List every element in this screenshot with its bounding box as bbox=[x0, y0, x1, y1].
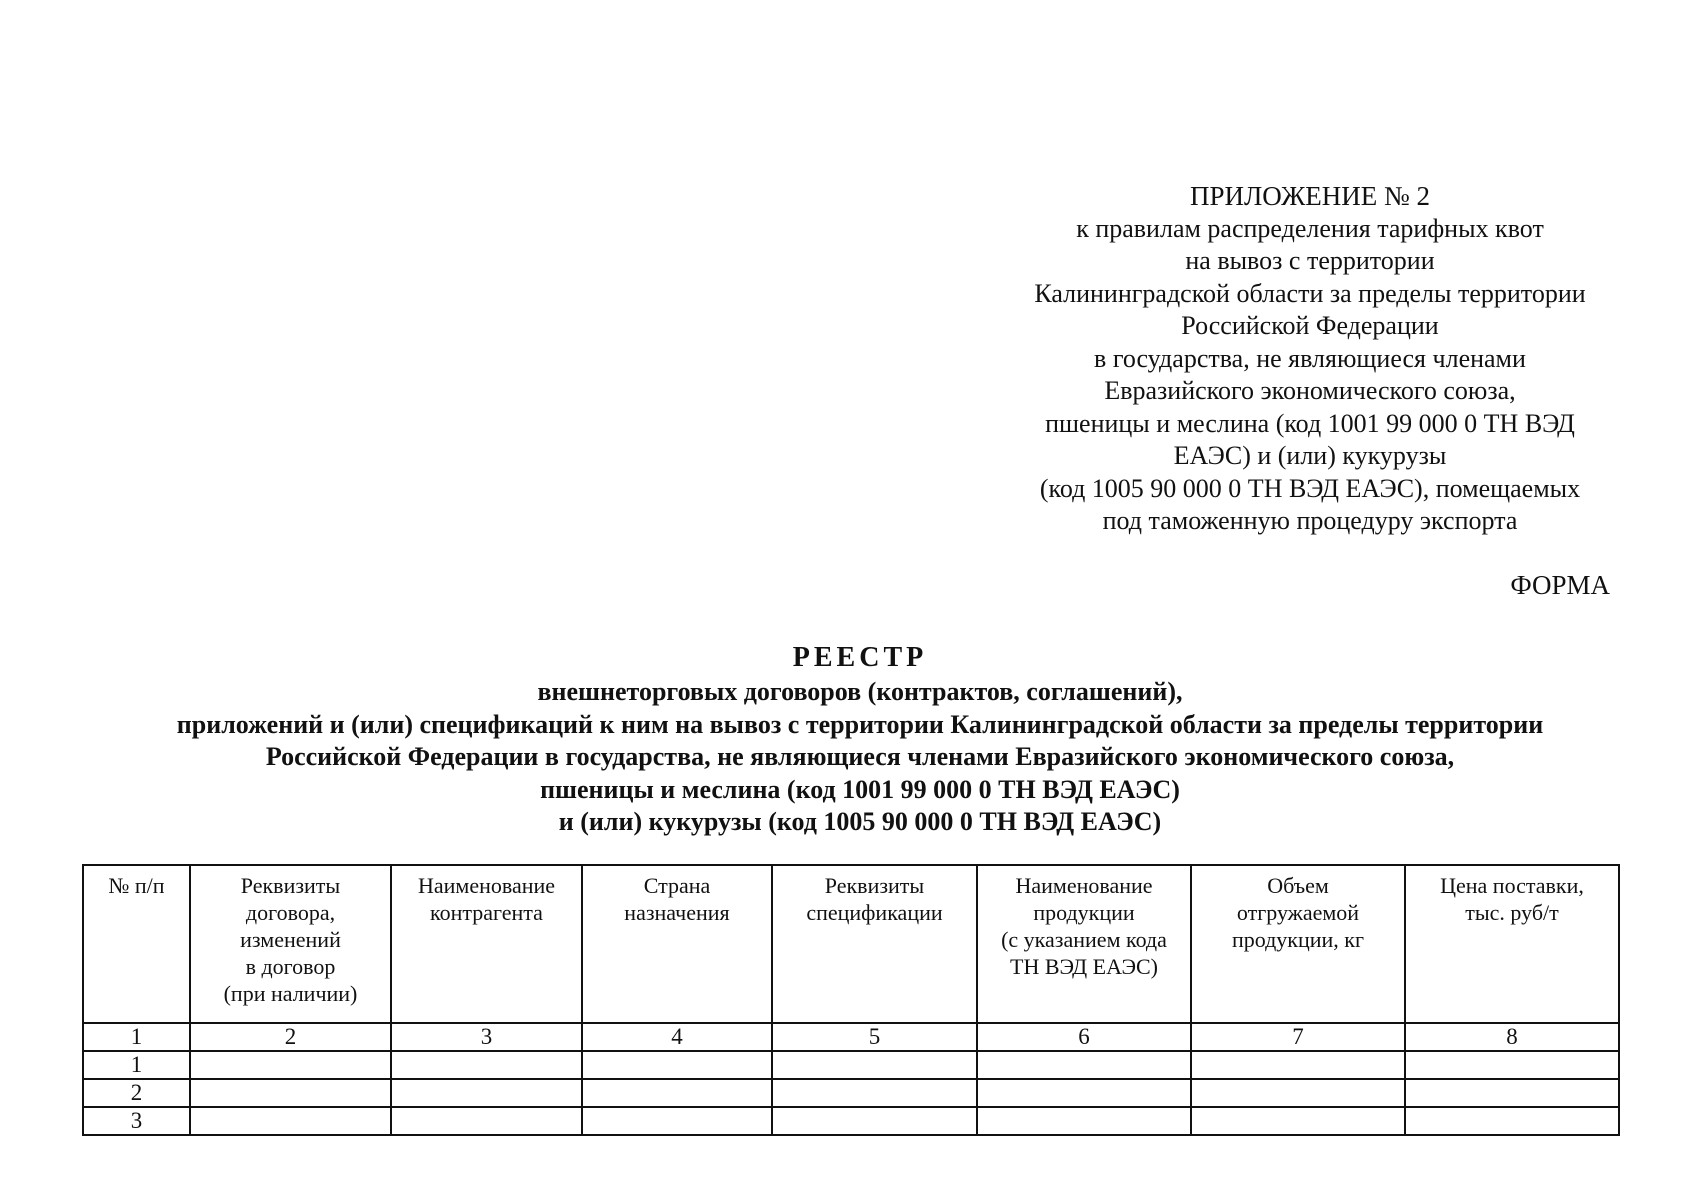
register-title: РЕЕСТР bbox=[792, 642, 928, 673]
column-header-contract bbox=[190, 865, 391, 1023]
table-cell[interactable] bbox=[1191, 1107, 1405, 1135]
table-cell[interactable] bbox=[1405, 1079, 1619, 1107]
register-subtitle-line: и (или) кукурузы (код 1005 90 000 0 ТН ВЭД ЕАЭС) bbox=[558, 807, 1162, 836]
row-number: 3 bbox=[83, 1107, 190, 1135]
header-text: отгружаемой bbox=[1236, 900, 1360, 925]
column-header-volume bbox=[1191, 865, 1405, 1023]
header-text: (при наличии) bbox=[223, 981, 358, 1006]
register-subtitle-line: приложений и (или) спецификаций к ним на вывоз с территории Калининградской области за пределы территории bbox=[176, 709, 1544, 739]
column-header-counterparty bbox=[391, 865, 582, 1023]
row-number: 1 bbox=[83, 1051, 190, 1079]
appendix-line: под таможенную процедуру экспорта bbox=[1102, 506, 1518, 535]
appendix-title: ПРИЛОЖЕНИЕ № 2 bbox=[1189, 181, 1431, 211]
table-cell[interactable] bbox=[190, 1079, 391, 1107]
header-text: в договор bbox=[245, 954, 336, 979]
column-header-product bbox=[977, 865, 1191, 1023]
header-text: контрагента bbox=[430, 900, 543, 925]
header-text: Реквизиты bbox=[240, 873, 341, 898]
table-cell[interactable] bbox=[1405, 1051, 1619, 1079]
form-label: ФОРМА bbox=[1510, 570, 1610, 600]
column-number: 5 bbox=[772, 1023, 977, 1051]
column-header-country bbox=[582, 865, 772, 1023]
column-number: 7 bbox=[1191, 1023, 1405, 1051]
row-number: 2 bbox=[83, 1079, 190, 1107]
table-cell[interactable] bbox=[582, 1107, 772, 1135]
appendix-line: в государства, не являющиеся членами bbox=[1094, 343, 1526, 373]
header-text: договора, bbox=[245, 900, 336, 925]
table-cell[interactable] bbox=[582, 1079, 772, 1107]
register-subtitle-line: внешнеторговых договоров (контрактов, соглашений), bbox=[537, 677, 1183, 706]
header-text: спецификации bbox=[806, 900, 943, 925]
appendix-line: Евразийского экономического союза, bbox=[1104, 376, 1516, 405]
table-cell[interactable] bbox=[391, 1051, 582, 1079]
table-header-row bbox=[83, 865, 1619, 1023]
table-cell[interactable] bbox=[582, 1051, 772, 1079]
table-cell[interactable] bbox=[190, 1107, 391, 1135]
table-cell[interactable] bbox=[391, 1107, 582, 1135]
header-text: Наименование bbox=[417, 873, 556, 898]
column-number: 2 bbox=[190, 1023, 391, 1051]
column-number: 8 bbox=[1405, 1023, 1619, 1051]
table-cell[interactable] bbox=[772, 1107, 977, 1135]
column-number-row bbox=[83, 1023, 1619, 1051]
header-text: (с указанием кода bbox=[1001, 927, 1167, 952]
register-subtitle-line: Российской Федерации в государства, не являющиеся членами Евразийского экономического союза, bbox=[265, 742, 1455, 771]
appendix-line: (код 1005 90 000 0 ТН ВЭД ЕАЭС), помещаемых bbox=[1039, 473, 1581, 503]
table-cell[interactable] bbox=[190, 1051, 391, 1079]
appendix-line: на вывоз с территории bbox=[1185, 246, 1435, 275]
registry-table bbox=[82, 864, 1620, 1136]
table-cell[interactable] bbox=[1191, 1079, 1405, 1107]
header-text: Наименование bbox=[1015, 873, 1153, 898]
appendix-line: пшеницы и меслина (код 1001 99 000 0 ТН ВЭД bbox=[1045, 408, 1575, 438]
table-row bbox=[83, 1079, 1619, 1107]
appendix-line: Калининградской области за пределы территории bbox=[1034, 278, 1586, 308]
column-header-specification bbox=[772, 865, 977, 1023]
column-number: 6 bbox=[977, 1023, 1191, 1051]
table-cell[interactable] bbox=[772, 1051, 977, 1079]
appendix-line: к правилам распределения тарифных квот bbox=[1076, 213, 1544, 243]
table-row bbox=[83, 1107, 1619, 1135]
table-cell[interactable] bbox=[1191, 1051, 1405, 1079]
table-cell[interactable] bbox=[1405, 1107, 1619, 1135]
header-text: изменений bbox=[240, 927, 341, 952]
header-text: Цена поставки, bbox=[1440, 873, 1584, 898]
appendix-line: Российской Федерации bbox=[1181, 311, 1439, 340]
column-number: 1 bbox=[83, 1023, 190, 1051]
register-heading bbox=[40, 640, 1680, 839]
column-number: 3 bbox=[391, 1023, 582, 1051]
header-text: тыс. руб/т bbox=[1465, 900, 1559, 925]
table-cell[interactable] bbox=[391, 1079, 582, 1107]
column-header-number bbox=[83, 865, 190, 1023]
table-cell[interactable] bbox=[977, 1107, 1191, 1135]
table-cell[interactable] bbox=[772, 1079, 977, 1107]
column-number: 4 bbox=[582, 1023, 772, 1051]
appendix-block bbox=[990, 180, 1630, 538]
header-text: продукции bbox=[1033, 900, 1135, 925]
table-cell[interactable] bbox=[977, 1051, 1191, 1079]
header-text: продукции, кг bbox=[1231, 927, 1365, 952]
column-header-price bbox=[1405, 865, 1619, 1023]
header-text: Реквизиты bbox=[824, 873, 925, 898]
header-text: назначения bbox=[624, 900, 730, 925]
register-subtitle-line: пшеницы и меслина (код 1001 99 000 0 ТН ВЭД ЕАЭС) bbox=[540, 774, 1180, 804]
table-row bbox=[83, 1051, 1619, 1079]
header-text: Страна bbox=[643, 873, 711, 898]
table-cell[interactable] bbox=[977, 1079, 1191, 1107]
appendix-line: ЕАЭС) и (или) кукурузы bbox=[1173, 441, 1447, 470]
header-text: Объем bbox=[1267, 873, 1329, 898]
header-text: № п/п bbox=[108, 873, 165, 898]
header-text: ТН ВЭД ЕАЭС) bbox=[1010, 954, 1158, 979]
